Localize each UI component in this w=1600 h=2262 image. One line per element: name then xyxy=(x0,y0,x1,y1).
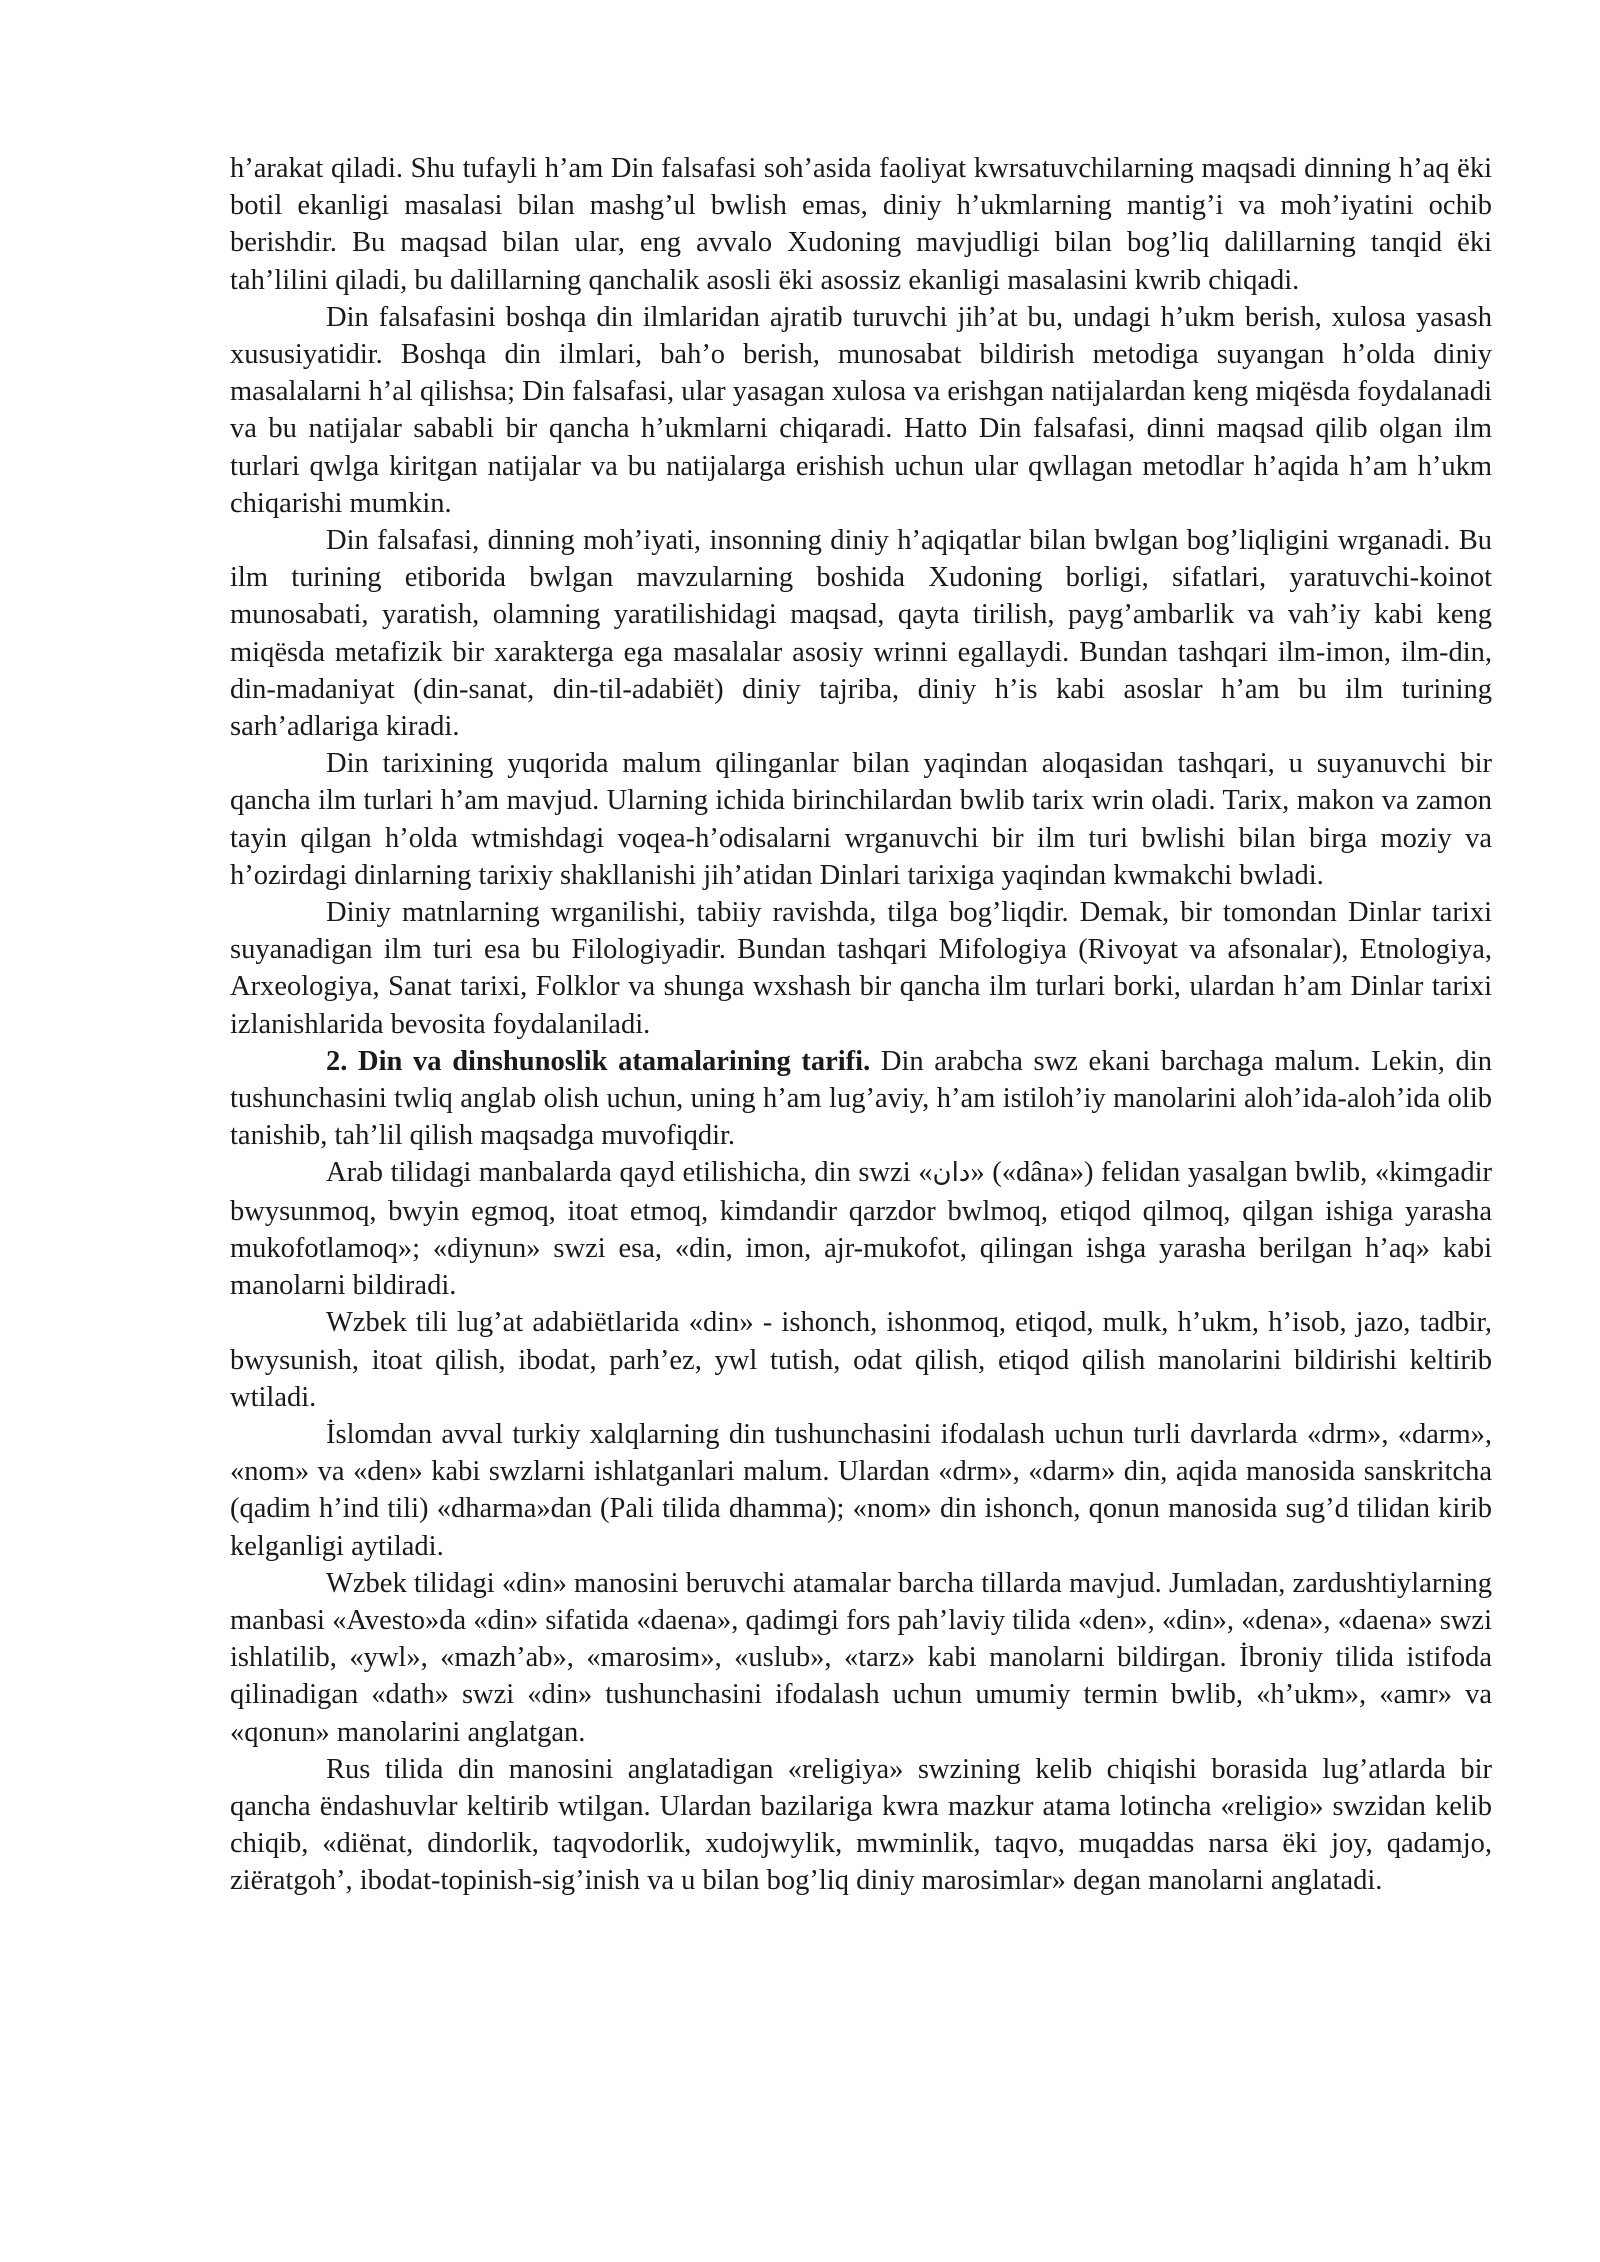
paragraph-6-text: Din arabcha swz ekani barchaga malum. Lekin, din tushunchasini twliq anglab olish uchun, uning h’am lug’aviy, h’am istiloh’iy manolarini aloh’ida-aloh’ida olib tanishib, tah’lil qilish maqsadga muvofiqdir. xyxy=(230,1045,1492,1152)
paragraph-6-section-heading xyxy=(230,1043,1492,1155)
paragraph-7-text-after: » («dâna») felidan yasalgan bwlib, «kimgadir bwysunmoq, bwyin egmoq, itoat etmoq, kimdandir qarzdor bwlmoq, etiqod qilmoq, qilgan ishiga yarasha mukofotlamoq»; «diynun» swzi esa, «din, imon, ajr-mukofot, qilingan ishga yarasha berilgan h’aq» kabi manolarni bildiradi. xyxy=(230,1157,1492,1302)
paragraph-2: Din falsafasini boshqa din ilmlaridan ajratib turuvchi jih’at bu, undagi h’ukm berish, xulosa yasash xususiyatidir. Boshqa din ilmlari, bah’o berish, munosabat bildirish metodiga suyangan h’olda diniy masalalarni h’al qilishsa; Din falsafasi, ular yasagan xulosa va erishgan natijalardan keng miqësda foydalanadi va bu natijalar sababli bir qancha h’ukmlarni chiqaradi. Hatto Din falsafasi, dinni maqsad qilib olgan ilm turlari qwlga kiritgan natijalar va bu natijalarga erishish uchun ular qwllagan metodlar h’aqida h’am h’ukm chiqarishi mumkin. xyxy=(230,301,1492,519)
paragraph-7-text-before: Arab tilidagi manbalarda qayd etilishicha, din swzi « xyxy=(326,1157,933,1189)
paragraph-8: Wzbek tili lug’at adabiëtlarida «din» - ishonch, ishonmoq, etiqod, mulk, h’ukm, h’isob, jazo, tadbir, bwysunish, itoat qilish, ibodat, parh’ez, ywl tutish, odat qilish, etiqod qilish manolarini bildirishi keltirib wtiladi. xyxy=(230,1307,1492,1413)
document-page xyxy=(230,150,1492,1900)
paragraph-11: Rus tilida din manosini anglatadigan «religiya» swzining kelib chiqishi borasida lug’atlarda bir qancha ëndashuvlar keltirib wtilgan. Ulardan bazilariga kwra mazkur atama lotincha «religio» swzidan kelib chiqib, «diënat, dindorlik, taqvodorlik, xudojwylik, mwminlik, taqvo, muqaddas narsa ëki joy, qadamjo, ziëratgoh’, ibodat-topinish-sig’inish va u bilan bog’liq diniy marosimlar» degan manolarni anglatadi. xyxy=(230,1753,1492,1897)
paragraph-3: Din falsafasi, dinning moh’iyati, insonning diniy h’aqiqatlar bilan bwlgan bog’liqligini wrganadi. Bu ilm turining etiborida bwlgan mavzularning boshida Xudoning borligi, sifatlari, yaratuvchi-koinot munosabati, yaratish, olamning yaratilishidagi maqsad, qayta tirilish, payg’ambarlik va vah’iy kabi keng miqësda metafizik bir xarakterga ega masalalar asosiy wrinni egallaydi. Bundan tashqari ilm-imon, ilm-din, din-madaniyat (din-sanat, din-til-adabiët) diniy tajriba, diniy h’is kabi asoslar h’am bu ilm turining sarh’adlariga kiradi. xyxy=(230,525,1492,743)
paragraph-5: Diniy matnlarning wrganilishi, tabiiy ravishda, tilga bog’liqdir. Demak, bir tomondan Dinlar tarixi suyanadigan ilm turi esa bu Filologiyadir. Bundan tashqari Mifologiya (Rivoyat va afsonalar), Etnologiya, Arxeologiya, Sanat tarixi, Folklor va shunga wxshash bir qancha ilm turlari borki, ulardan h’am Dinlar tarixi izlanishlarida bevosita foydalaniladi. xyxy=(230,897,1492,1040)
paragraph-1: h’arakat qiladi. Shu tufayli h’am Din falsafasi soh’asida faoliyat kwrsatuvchilarning maqsadi dinning h’aq ëki botil ekanligi masalasi bilan mashg’ul bwlish emas, diniy h’ukmlarning mantig’i va moh’iyatini ochib berishdir. Bu maqsad bilan ular, eng avvalo Xudoning mavjudligi bilan bog’liq dalillarning tanqid ëki tah’lilini qiladi, bu dalillarning qanchalik asosli ëki asossiz ekanligi masalasini kwrib chiqadi. xyxy=(230,153,1492,296)
arabic-word: دان xyxy=(932,1158,971,1189)
paragraph-4: Din tarixining yuqorida malum qilinganlar bilan yaqindan aloqasidan tashqari, u suyanuvchi bir qancha ilm turlari h’am mavjud. Ularning ichida birinchilardan bwlib tarix wrin oladi. Tarix, makon va zamon tayin qilgan h’olda wtmishdagi voqea-h’odisalarni wrganuvchi bir ilm turi bwlishi bilan birga moziy va h’ozirdagi dinlarning tarixiy shakllanishi jih’atidan Dinlari tarixiga yaqindan kwmakchi bwladi. xyxy=(230,748,1492,891)
paragraph-7 xyxy=(230,1154,1492,1304)
paragraph-10: Wzbek tilidagi «din» manosini beruvchi atamalar barcha tillarda mavjud. Jumladan, zardushtiylarning manbasi «Avesto»da «din» sifatida «daena», qadimgi fors pah’laviy tilida «den», «din», «dena», «daena» swzi ishlatilib, «ywl», «mazh’ab», «marosim», «uslub», «tarz» kabi manolarni bildirgan. İbroniy tilida istifoda qilinadigan «dath» swzi «din» tushunchasini ifodalash uchun umumiy termin bwlib, «h’ukm», «amr» va «qonun» manolarini anglatgan. xyxy=(230,1567,1492,1748)
section-heading: 2. Din va dinshunoslik atamalarining tarifi. xyxy=(326,1045,871,1077)
paragraph-9: İslomdan avval turkiy xalqlarning din tushunchasini ifodalash uchun turli davrlarda «drm», «darm», «nom» va «den» kabi swzlarni ishlatganlari malum. Ulardan «drm», «darm» din, aqida manosida sanskritcha (qadim h’ind tili) «dharma»dan (Pali tilida dhamma); «nom» din ishonch, qonun manosida sug’d tilidan kirib kelganligi aytiladi. xyxy=(230,1418,1492,1562)
